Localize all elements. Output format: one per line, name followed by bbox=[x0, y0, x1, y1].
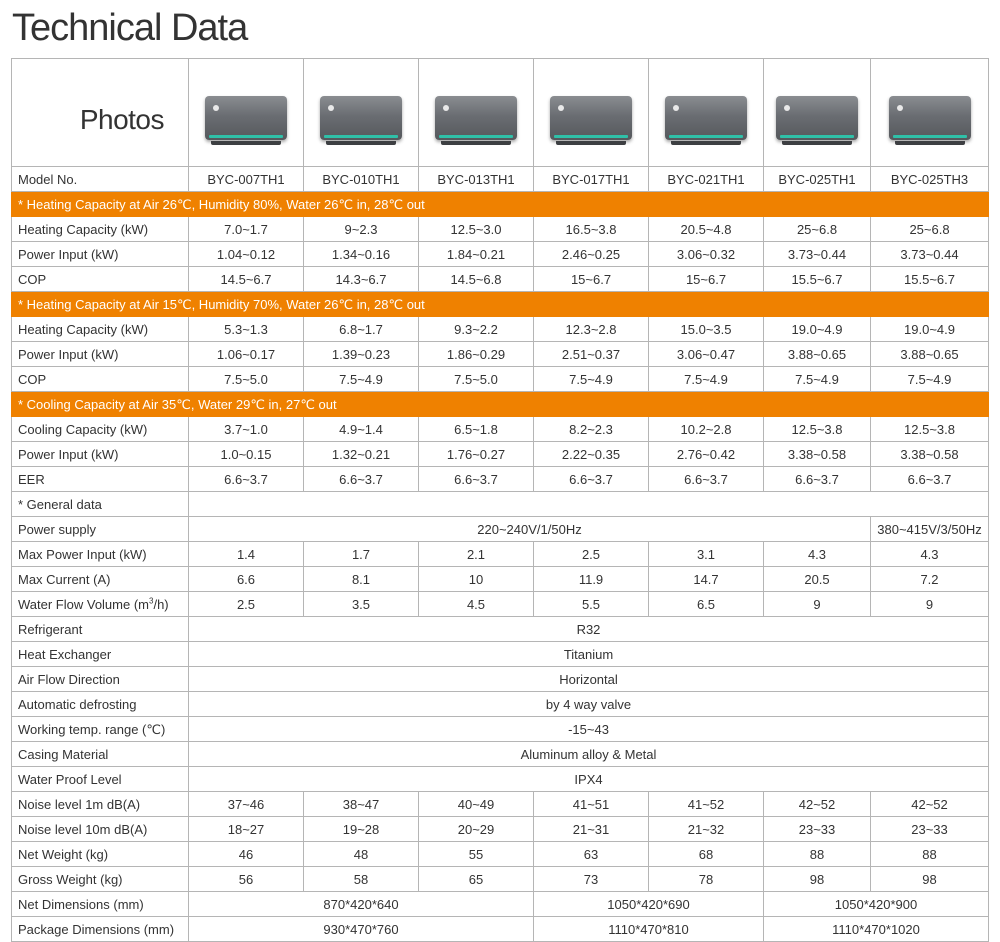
table-row bbox=[12, 267, 989, 292]
row-label: Max Current (A) bbox=[12, 567, 189, 592]
table-cell: 3.06~0.47 bbox=[649, 342, 764, 367]
table-cell: 15.5~6.7 bbox=[871, 267, 989, 292]
table-cell: 1.84~0.21 bbox=[419, 242, 534, 267]
table-cell: 9~2.3 bbox=[304, 217, 419, 242]
table-cell: 6.6~3.7 bbox=[304, 467, 419, 492]
table-cell: 14.5~6.7 bbox=[189, 267, 304, 292]
row-label: EER bbox=[12, 467, 189, 492]
table-row bbox=[12, 617, 989, 642]
table-cell: 23~33 bbox=[871, 817, 989, 842]
table-cell: 14.3~6.7 bbox=[304, 267, 419, 292]
row-label: Noise level 10m dB(A) bbox=[12, 817, 189, 842]
table-cell: 41~51 bbox=[534, 792, 649, 817]
table-cell: 4.9~1.4 bbox=[304, 417, 419, 442]
table-cell: 48 bbox=[304, 842, 419, 867]
table-row bbox=[12, 542, 989, 567]
row-label: Cooling Capacity (kW) bbox=[12, 417, 189, 442]
table-cell: 16.5~3.8 bbox=[534, 217, 649, 242]
table-cell: 98 bbox=[871, 867, 989, 892]
table-row bbox=[12, 417, 989, 442]
row-label: Working temp. range (℃) bbox=[12, 717, 189, 742]
table-cell: 1.04~0.12 bbox=[189, 242, 304, 267]
row-label: Max Power Input (kW) bbox=[12, 542, 189, 567]
table-cell: 1050*420*690 bbox=[534, 892, 764, 917]
table-row bbox=[12, 567, 989, 592]
table-row bbox=[12, 242, 989, 267]
table-row bbox=[12, 717, 989, 742]
technical-data-table bbox=[11, 58, 989, 942]
section-header-label: * Cooling Capacity at Air 35℃, Water 29℃ in, 27℃ out bbox=[12, 392, 989, 417]
row-label: COP bbox=[12, 367, 189, 392]
table-cell: 1.0~0.15 bbox=[189, 442, 304, 467]
table-cell: 2.5 bbox=[534, 542, 649, 567]
table-cell: 56 bbox=[189, 867, 304, 892]
table-cell: Titanium bbox=[189, 642, 989, 667]
product-photo bbox=[419, 59, 534, 167]
table-cell: -15~43 bbox=[189, 717, 989, 742]
table-cell: 20~29 bbox=[419, 817, 534, 842]
row-label: Water Proof Level bbox=[12, 767, 189, 792]
table-cell: 25~6.8 bbox=[871, 217, 989, 242]
model-cell: BYC-017TH1 bbox=[534, 167, 649, 192]
table-cell: 4.3 bbox=[871, 542, 989, 567]
table-cell: 42~52 bbox=[871, 792, 989, 817]
table-cell: 25~6.8 bbox=[764, 217, 871, 242]
table-cell: 88 bbox=[871, 842, 989, 867]
table-cell: 1.86~0.29 bbox=[419, 342, 534, 367]
row-label: * General data bbox=[12, 492, 189, 517]
table-cell: 12.5~3.8 bbox=[871, 417, 989, 442]
table-cell: 19~28 bbox=[304, 817, 419, 842]
table-cell: 14.7 bbox=[649, 567, 764, 592]
table-row bbox=[12, 817, 989, 842]
table-cell: 41~52 bbox=[649, 792, 764, 817]
row-label: Power Input (kW) bbox=[12, 242, 189, 267]
table-cell: 3.73~0.44 bbox=[764, 242, 871, 267]
page-title: Technical Data bbox=[12, 7, 248, 49]
table-cell: 6.8~1.7 bbox=[304, 317, 419, 342]
table-cell bbox=[189, 492, 989, 517]
table-cell: 12.3~2.8 bbox=[534, 317, 649, 342]
table-cell: 21~32 bbox=[649, 817, 764, 842]
table-row bbox=[12, 317, 989, 342]
table-cell: 37~46 bbox=[189, 792, 304, 817]
section-header bbox=[12, 292, 989, 317]
row-label: Power supply bbox=[12, 517, 189, 542]
table-cell: 7.5~4.9 bbox=[534, 367, 649, 392]
table-row bbox=[12, 342, 989, 367]
table-cell: 9 bbox=[871, 592, 989, 617]
table-cell: 6.6~3.7 bbox=[189, 467, 304, 492]
heat-pump-image bbox=[550, 96, 632, 140]
table-cell: 1.7 bbox=[304, 542, 419, 567]
table-cell: 11.9 bbox=[534, 567, 649, 592]
table-cell: 1.76~0.27 bbox=[419, 442, 534, 467]
table-row bbox=[12, 892, 989, 917]
table-cell: 7.5~4.9 bbox=[871, 367, 989, 392]
section-header-label: * Heating Capacity at Air 26℃, Humidity 80%, Water 26℃ in, 28℃ out bbox=[12, 192, 989, 217]
heat-pump-image bbox=[665, 96, 747, 140]
table-cell: 15.5~6.7 bbox=[764, 267, 871, 292]
flow-label-superscript: 3 bbox=[149, 596, 154, 606]
table-row bbox=[12, 592, 989, 617]
table-cell: 6.6~3.7 bbox=[419, 467, 534, 492]
table-cell: 40~49 bbox=[419, 792, 534, 817]
row-label: Package Dimensions (mm) bbox=[12, 917, 189, 942]
table-cell: 3.38~0.58 bbox=[764, 442, 871, 467]
table-cell: 3.88~0.65 bbox=[764, 342, 871, 367]
table-cell: 1.34~0.16 bbox=[304, 242, 419, 267]
row-label: Heat Exchanger bbox=[12, 642, 189, 667]
table-cell: 15~6.7 bbox=[534, 267, 649, 292]
table-cell: 2.51~0.37 bbox=[534, 342, 649, 367]
table-cell: 19.0~4.9 bbox=[871, 317, 989, 342]
table-cell: 46 bbox=[189, 842, 304, 867]
table-cell: 20.5~4.8 bbox=[649, 217, 764, 242]
table-cell: 23~33 bbox=[764, 817, 871, 842]
table-cell: 380~415V/3/50Hz bbox=[871, 517, 989, 542]
table-cell: 930*470*760 bbox=[189, 917, 534, 942]
heat-pump-image bbox=[205, 96, 287, 140]
table-cell: Horizontal bbox=[189, 667, 989, 692]
table-cell: 98 bbox=[764, 867, 871, 892]
table-cell: 6.6 bbox=[189, 567, 304, 592]
flow-label-end: /h) bbox=[153, 596, 169, 612]
table-cell: 6.6~3.7 bbox=[534, 467, 649, 492]
table-cell: by 4 way valve bbox=[189, 692, 989, 717]
table-cell: 9 bbox=[764, 592, 871, 617]
row-label: Gross Weight (kg) bbox=[12, 867, 189, 892]
row-label: Heating Capacity (kW) bbox=[12, 217, 189, 242]
table-cell: 3.73~0.44 bbox=[871, 242, 989, 267]
row-label: Refrigerant bbox=[12, 617, 189, 642]
table-cell: 20.5 bbox=[764, 567, 871, 592]
table-cell: 88 bbox=[764, 842, 871, 867]
row-label: COP bbox=[12, 267, 189, 292]
heat-pump-image bbox=[889, 96, 971, 140]
table-cell: 8.1 bbox=[304, 567, 419, 592]
table-cell: 7.5~5.0 bbox=[189, 367, 304, 392]
section-header bbox=[12, 192, 989, 217]
table-row bbox=[12, 792, 989, 817]
table-cell: 55 bbox=[419, 842, 534, 867]
row-label: Net Weight (kg) bbox=[12, 842, 189, 867]
table-cell: 1110*470*810 bbox=[534, 917, 764, 942]
table-row bbox=[12, 867, 989, 892]
product-photo bbox=[189, 59, 304, 167]
table-cell: R32 bbox=[189, 617, 989, 642]
table-cell: 1110*470*1020 bbox=[764, 917, 989, 942]
photos-label: Photos bbox=[12, 59, 189, 167]
table-row bbox=[12, 917, 989, 942]
table-cell: 10.2~2.8 bbox=[649, 417, 764, 442]
table-cell: 6.6~3.7 bbox=[764, 467, 871, 492]
heat-pump-image bbox=[776, 96, 858, 140]
table-cell: 2.46~0.25 bbox=[534, 242, 649, 267]
heat-pump-image bbox=[320, 96, 402, 140]
row-label: Casing Material bbox=[12, 742, 189, 767]
table-cell: 3.7~1.0 bbox=[189, 417, 304, 442]
table-cell: 10 bbox=[419, 567, 534, 592]
table-cell: 68 bbox=[649, 842, 764, 867]
table-cell: 78 bbox=[649, 867, 764, 892]
table-cell: 21~31 bbox=[534, 817, 649, 842]
row-label: Model No. bbox=[12, 167, 189, 192]
table-row bbox=[12, 667, 989, 692]
row-label: Air Flow Direction bbox=[12, 667, 189, 692]
table-cell: 19.0~4.9 bbox=[764, 317, 871, 342]
table-cell: 1050*420*900 bbox=[764, 892, 989, 917]
table-row bbox=[12, 467, 989, 492]
table-cell: 5.3~1.3 bbox=[189, 317, 304, 342]
table-cell: 15.0~3.5 bbox=[649, 317, 764, 342]
table-cell: 63 bbox=[534, 842, 649, 867]
table-cell: 7.2 bbox=[871, 567, 989, 592]
heat-pump-image bbox=[435, 96, 517, 140]
general-data-row bbox=[12, 492, 989, 517]
row-label: Net Dimensions (mm) bbox=[12, 892, 189, 917]
table-cell: 12.5~3.0 bbox=[419, 217, 534, 242]
table-cell: 3.38~0.58 bbox=[871, 442, 989, 467]
table-cell: 38~47 bbox=[304, 792, 419, 817]
table-cell: 3.06~0.32 bbox=[649, 242, 764, 267]
table-cell: 1.06~0.17 bbox=[189, 342, 304, 367]
table-cell: Aluminum alloy & Metal bbox=[189, 742, 989, 767]
table-cell: 3.1 bbox=[649, 542, 764, 567]
product-photo bbox=[764, 59, 871, 167]
table-cell: 14.5~6.8 bbox=[419, 267, 534, 292]
product-photo bbox=[871, 59, 989, 167]
table-cell: 8.2~2.3 bbox=[534, 417, 649, 442]
flow-label-start: Water Flow Volume (m bbox=[18, 596, 149, 612]
table-row bbox=[12, 742, 989, 767]
table-row bbox=[12, 517, 989, 542]
table-cell: 18~27 bbox=[189, 817, 304, 842]
table-cell: 4.5 bbox=[419, 592, 534, 617]
table-cell: 6.5 bbox=[649, 592, 764, 617]
table-cell: 6.6~3.7 bbox=[649, 467, 764, 492]
product-photo bbox=[649, 59, 764, 167]
table-row bbox=[12, 442, 989, 467]
table-cell: 7.0~1.7 bbox=[189, 217, 304, 242]
table-cell: 870*420*640 bbox=[189, 892, 534, 917]
table-cell: 3.5 bbox=[304, 592, 419, 617]
row-label: Automatic defrosting bbox=[12, 692, 189, 717]
model-cell: BYC-010TH1 bbox=[304, 167, 419, 192]
table-cell: 7.5~4.9 bbox=[304, 367, 419, 392]
table-cell: 7.5~4.9 bbox=[649, 367, 764, 392]
model-cell: BYC-007TH1 bbox=[189, 167, 304, 192]
row-label: Noise level 1m dB(A) bbox=[12, 792, 189, 817]
table-cell: 42~52 bbox=[764, 792, 871, 817]
table-cell: 7.5~4.9 bbox=[764, 367, 871, 392]
table-cell: 2.5 bbox=[189, 592, 304, 617]
model-cell: BYC-013TH1 bbox=[419, 167, 534, 192]
table-cell: 65 bbox=[419, 867, 534, 892]
product-photo bbox=[534, 59, 649, 167]
section-header-label: * Heating Capacity at Air 15℃, Humidity 70%, Water 26℃ in, 28℃ out bbox=[12, 292, 989, 317]
table-cell: 58 bbox=[304, 867, 419, 892]
table-cell: 6.5~1.8 bbox=[419, 417, 534, 442]
table-cell: 12.5~3.8 bbox=[764, 417, 871, 442]
table-row bbox=[12, 367, 989, 392]
row-label: Heating Capacity (kW) bbox=[12, 317, 189, 342]
table-cell: 1.4 bbox=[189, 542, 304, 567]
table-cell: 7.5~5.0 bbox=[419, 367, 534, 392]
product-photo bbox=[304, 59, 419, 167]
table-cell: 3.88~0.65 bbox=[871, 342, 989, 367]
model-row bbox=[12, 167, 989, 192]
table-cell: 2.22~0.35 bbox=[534, 442, 649, 467]
table-cell: 2.1 bbox=[419, 542, 534, 567]
table-cell: 2.76~0.42 bbox=[649, 442, 764, 467]
section-header bbox=[12, 392, 989, 417]
table-cell: 4.3 bbox=[764, 542, 871, 567]
table-row bbox=[12, 767, 989, 792]
table-cell: 220~240V/1/50Hz bbox=[189, 517, 871, 542]
row-label bbox=[12, 592, 189, 617]
table-cell: 9.3~2.2 bbox=[419, 317, 534, 342]
table-row bbox=[12, 217, 989, 242]
model-cell: BYC-025TH3 bbox=[871, 167, 989, 192]
table-cell: 73 bbox=[534, 867, 649, 892]
table-row bbox=[12, 642, 989, 667]
table-cell: IPX4 bbox=[189, 767, 989, 792]
table-cell: 1.32~0.21 bbox=[304, 442, 419, 467]
model-cell: BYC-025TH1 bbox=[764, 167, 871, 192]
photos-row bbox=[12, 59, 989, 167]
table-cell: 1.39~0.23 bbox=[304, 342, 419, 367]
table-row bbox=[12, 842, 989, 867]
model-cell: BYC-021TH1 bbox=[649, 167, 764, 192]
table-cell: 6.6~3.7 bbox=[871, 467, 989, 492]
row-label: Power Input (kW) bbox=[12, 342, 189, 367]
table-row bbox=[12, 692, 989, 717]
table-cell: 5.5 bbox=[534, 592, 649, 617]
row-label: Power Input (kW) bbox=[12, 442, 189, 467]
table-cell: 15~6.7 bbox=[649, 267, 764, 292]
